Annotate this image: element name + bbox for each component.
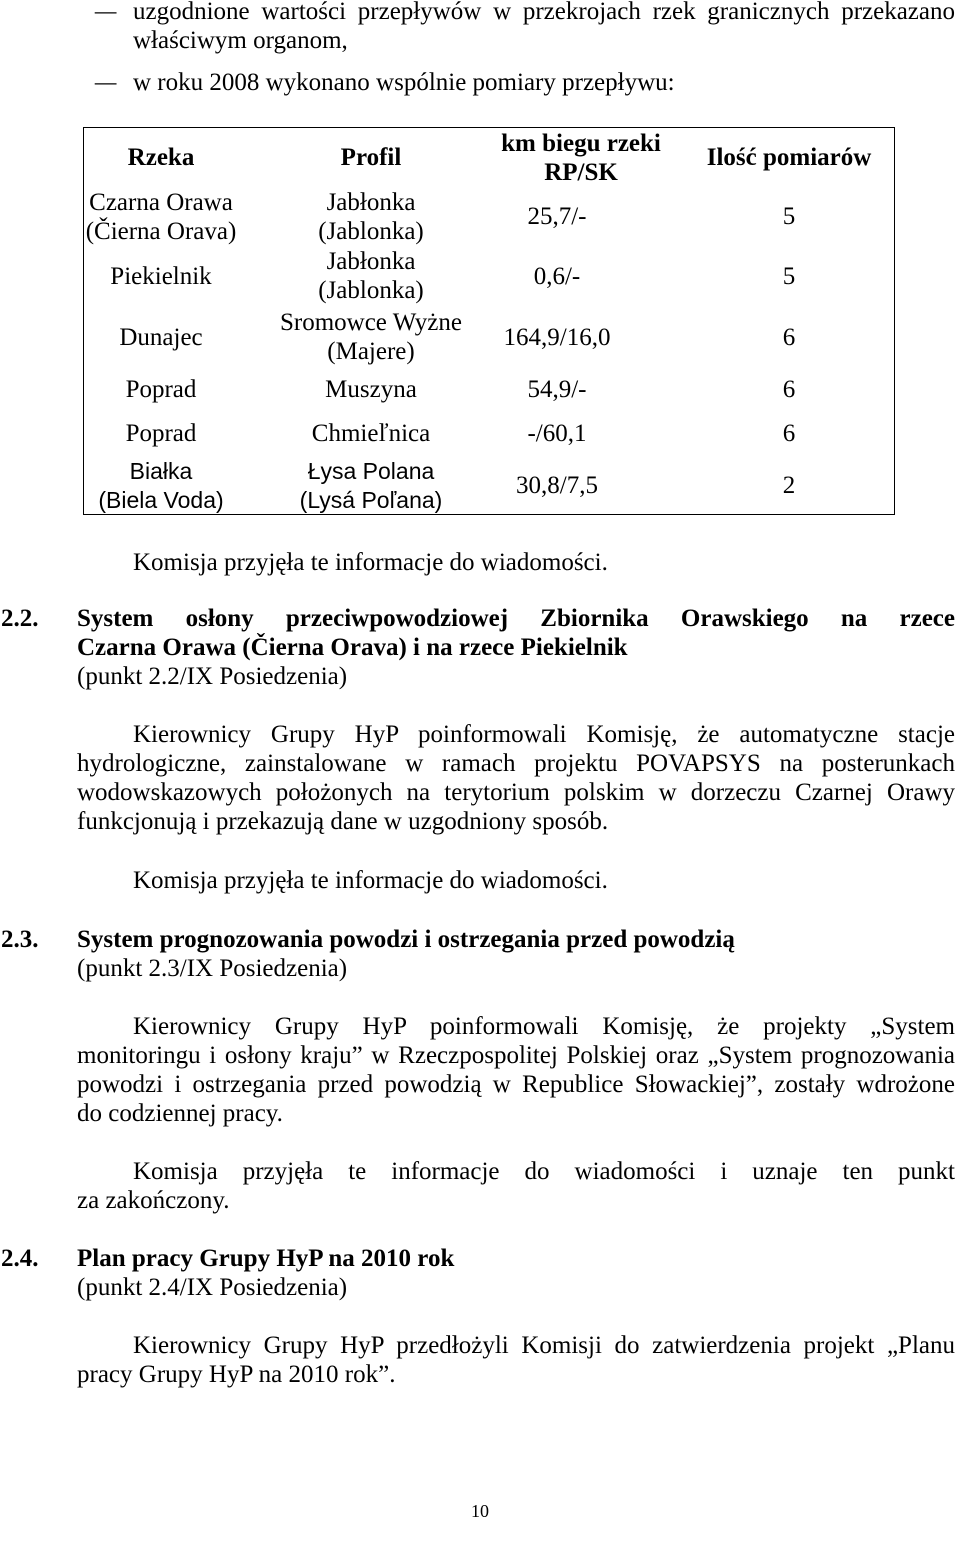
cell-text: (Čierna Orava)	[85, 217, 237, 245]
cell-text: Poprad	[125, 375, 197, 403]
section-heading	[0, 925, 960, 983]
section-number: 2.4.	[1, 1245, 39, 1272]
cell-km	[477, 368, 637, 410]
header-text: Profil	[340, 144, 402, 171]
text-line: wodowskazowych położonych na terytorium polskim w dorzeczu Czarnej Orawy	[77, 779, 955, 806]
cell-profile	[261, 246, 481, 306]
cell-text: Łysa Polana	[307, 457, 435, 484]
cell-text: -/60,1	[527, 420, 587, 447]
text-line: funkcjonują i przekazują dane w uzgodniony sposób.	[77, 808, 609, 835]
cell-km	[477, 457, 637, 514]
cell-text: 6	[782, 375, 796, 403]
cell-river	[61, 410, 261, 457]
cell-text: Dunajec	[119, 323, 203, 351]
table-note	[77, 548, 955, 577]
table-row	[84, 410, 894, 457]
text-line: w roku 2008 wykonano wspólnie pomiary przepływu:	[133, 69, 675, 96]
cell-text: 5	[782, 203, 796, 230]
cell-profile	[261, 187, 481, 246]
cell-text: (Jablonka)	[318, 277, 424, 304]
cell-text: (Majere)	[327, 338, 415, 365]
table-row	[84, 457, 894, 514]
cell-km	[477, 246, 637, 306]
measurements-table	[83, 127, 895, 515]
text-line: Kierownicy Grupy HyP poinformowali Komisję, że automatyczne stacje	[133, 721, 955, 748]
cell-text: Sromowce Wyżne	[279, 309, 462, 336]
table-row	[84, 246, 894, 306]
section-number: 2.2.	[1, 605, 39, 632]
dash-bullet: –	[95, 0, 117, 25]
text-line: Komisja przyjęła te informacje do wiadomości.	[133, 867, 608, 894]
cell-text: 30,8/7,5	[516, 472, 598, 499]
section-conclusion	[77, 1157, 955, 1215]
cell-text: 2	[782, 472, 796, 499]
section-title	[77, 604, 955, 662]
cell-text: Jabłonka	[326, 248, 416, 275]
cell-profile	[261, 306, 481, 368]
cell-km	[477, 187, 637, 246]
text-line: uzgodnione wartości przepływów w przekrojach rzek granicznych przekazano	[133, 0, 955, 25]
cell-km	[477, 410, 637, 457]
text-line: pracy Grupy HyP na 2010 rok”.	[77, 1361, 396, 1388]
cell-profile	[261, 410, 481, 457]
cell-text: (Biela Voda)	[98, 486, 224, 513]
cell-count	[709, 246, 869, 306]
list-item-text	[133, 68, 955, 97]
text-line: za zakończony.	[77, 1187, 230, 1214]
cell-text: (Lysá Poľana)	[299, 486, 443, 513]
section-heading	[0, 1244, 960, 1302]
cell-river	[61, 187, 261, 246]
cell-river	[61, 306, 261, 368]
header-cell-km	[481, 128, 681, 187]
text-line: do codziennej pracy.	[77, 1100, 283, 1127]
header-text: Rzeka	[127, 144, 195, 171]
section-reference: (punkt 2.2/IX Posiedzenia)	[77, 663, 348, 690]
cell-count	[709, 368, 869, 410]
title-line: Plan pracy Grupy HyP na 2010 rok	[77, 1245, 455, 1272]
section-title	[77, 1244, 955, 1273]
cell-text: Poprad	[125, 420, 197, 447]
header-cell-count	[706, 128, 872, 187]
section-reference: (punkt 2.4/IX Posiedzenia)	[77, 1274, 348, 1301]
table-row	[84, 187, 894, 246]
table-row	[84, 368, 894, 410]
header-text: Ilość pomiarów	[706, 144, 872, 171]
cell-text: 164,9/16,0	[503, 323, 611, 351]
text-line: Kierownicy Grupy HyP przedłożyli Komisji do zatwierdzenia projekt „Planu	[133, 1332, 955, 1359]
section-body-paragraph	[77, 720, 955, 836]
section-heading	[0, 604, 960, 691]
text-line: Komisja przyjęła te informacje do wiadomości.	[133, 549, 608, 576]
cell-text: 5	[782, 262, 796, 290]
cell-text: 0,6/-	[533, 262, 581, 290]
header-cell-river	[61, 128, 261, 187]
cell-text: 25,7/-	[527, 203, 587, 230]
cell-text: Białka	[129, 457, 193, 484]
cell-count	[709, 306, 869, 368]
cell-text: (Jablonka)	[318, 217, 424, 245]
cell-text: Czarna Orawa	[89, 188, 233, 216]
text-line: powodzi i ostrzegania przed powodzią w Republice Słowackiej”, zostały wdrożone	[77, 1071, 955, 1098]
text-line: Kierownicy Grupy HyP poinformowali Komisję, że projekty „System	[133, 1013, 955, 1040]
section-body-paragraph	[77, 1012, 955, 1128]
section-number: 2.3.	[1, 926, 39, 953]
cell-river	[61, 246, 261, 306]
cell-count	[709, 187, 869, 246]
text-line: właściwym organom,	[133, 27, 348, 54]
list-item-text	[133, 0, 955, 55]
cell-text: 54,9/-	[527, 375, 587, 403]
table-row	[84, 306, 894, 368]
table-header-row	[84, 128, 894, 187]
text-line: Komisja przyjęła te informacje do wiadomości i uznaje ten punkt	[133, 1158, 955, 1185]
title-line: Czarna Orawa (Čierna Orava) i na rzece Piekielnik	[77, 634, 628, 661]
cell-profile	[261, 457, 481, 514]
cell-profile	[261, 368, 481, 410]
cell-text: 6	[782, 420, 796, 447]
title-line: System prognozowania powodzi i ostrzegania przed powodzią	[77, 926, 735, 953]
cell-text: Jabłonka	[326, 188, 416, 216]
section-reference: (punkt 2.3/IX Posiedzenia)	[77, 955, 348, 982]
section-body-paragraph	[77, 1331, 955, 1389]
header-cell-profile	[261, 128, 481, 187]
cell-text: Piekielnik	[110, 262, 212, 290]
dash-bullet: –	[95, 69, 117, 96]
intro-list-item	[0, 68, 960, 97]
cell-count	[709, 457, 869, 514]
page-number: 10	[471, 1501, 489, 1521]
text-line: hydrologiczne, zainstalowane w ramach projektu POVAPSYS na posterunkach	[77, 750, 955, 777]
section-title	[77, 925, 955, 954]
title-line: System osłony przeciwpowodziowej Zbiornika Orawskiego na rzece	[77, 605, 955, 632]
cell-count	[709, 410, 869, 457]
header-text: km biegu rzeki	[501, 129, 661, 157]
intro-list-item	[0, 0, 960, 55]
cell-text: 6	[782, 323, 796, 351]
cell-text: Muszyna	[325, 375, 417, 403]
section-conclusion	[77, 866, 955, 895]
cell-text: Chmieľnica	[311, 420, 431, 447]
text-line: monitoringu i osłony kraju” w Rzeczpospolitej Polskiej oraz „System prognozowania	[77, 1042, 955, 1069]
header-text: RP/SK	[544, 158, 618, 186]
cell-km	[477, 306, 637, 368]
cell-river	[61, 457, 261, 514]
cell-river	[61, 368, 261, 410]
